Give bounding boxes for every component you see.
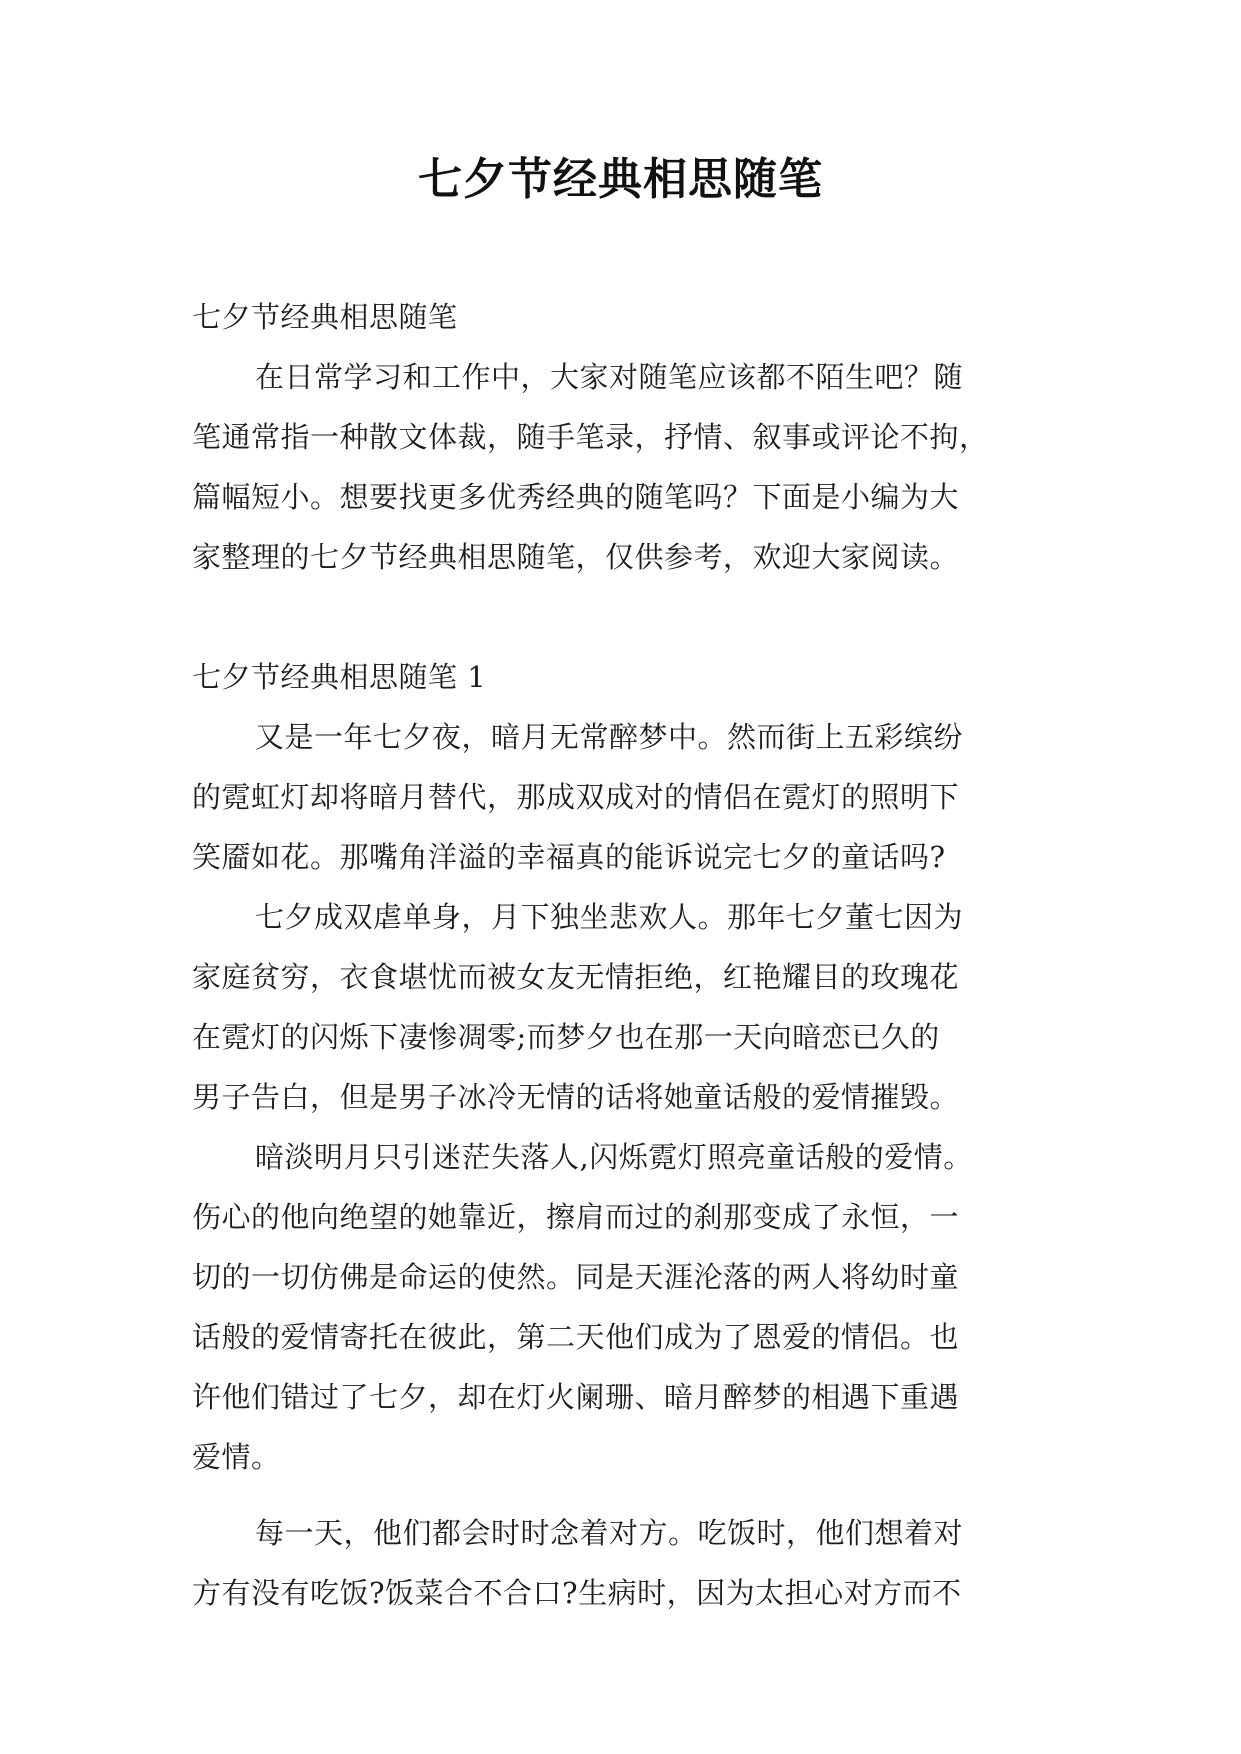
paragraph-2 [192, 887, 1056, 1127]
intro-paragraph [192, 347, 1056, 587]
paragraph-3 [192, 1127, 1056, 1487]
paragraph-line: 笔通常指一种散文体裁，随手笔录，抒情、叙事或评论不拘， [192, 420, 989, 454]
paragraph-line: 的霓虹灯却将暗月替代，那成双成对的情侣在霓灯的照明下 [192, 780, 960, 814]
paragraph-line: 在日常学习和工作中，大家对随笔应该都不陌生吧？随 [255, 360, 964, 394]
paragraph-line: 在霓灯的闪烁下凄惨凋零;而梦夕也在那一天向暗恋已久的 [192, 1020, 940, 1054]
paragraph-line: 话般的爱情寄托在彼此，第二天他们成为了恩爱的情侣。也 [192, 1320, 960, 1354]
paragraph-line: 篇幅短小。想要找更多优秀经典的随笔吗？下面是小编为大 [192, 480, 960, 514]
section-heading: 七夕节经典相思随笔 1 [192, 660, 487, 694]
paragraph-line: 笑靥如花。那嘴角洋溢的幸福真的能诉说完七夕的童话吗? [192, 840, 946, 874]
paragraph-4 [192, 1503, 1056, 1623]
paragraph-spacer [192, 1487, 1056, 1503]
section-spacer [192, 587, 1056, 647]
paragraph-line: 男子告白，但是男子冰冷无情的话将她童话般的爱情摧毁。 [192, 1080, 960, 1114]
paragraph-line: 切的一切仿佛是命运的使然。同是天涯沦落的两人将幼时童 [192, 1260, 960, 1294]
paragraph-1 [192, 707, 1056, 887]
paragraph-line: 爱情。 [192, 1440, 281, 1474]
intro-heading: 七夕节经典相思随笔 [192, 300, 458, 334]
paragraph-line: 又是一年七夕夜，暗月无常醉梦中。然而街上五彩缤纷 [255, 720, 964, 754]
paragraph-line: 家庭贫穷，衣食堪忧而被女友无情拒绝，红艳耀目的玫瑰花 [192, 960, 960, 994]
paragraph-line: 伤心的他向绝望的她靠近，擦肩而过的刹那变成了永恒，一 [192, 1200, 960, 1234]
paragraph-line: 每一天，他们都会时时念着对方。吃饭时，他们想着对 [255, 1516, 964, 1550]
paragraph-line: 许他们错过了七夕，却在灯火阑珊、暗月醉梦的相遇下重遇 [192, 1380, 960, 1414]
document-title: 七夕节经典相思随笔 [418, 154, 823, 205]
paragraph-line: 暗淡明月只引迷茫失落人,闪烁霓灯照亮童话般的爱情。 [255, 1140, 973, 1174]
paragraph-line: 方有没有吃饭?饭菜合不合口?生病时，因为太担心对方而不 [192, 1576, 962, 1610]
paragraph-line: 家整理的七夕节经典相思随笔，仅供参考，欢迎大家阅读。 [192, 540, 960, 574]
document-body [192, 287, 1056, 1623]
paragraph-line: 七夕成双虐单身，月下独坐悲欢人。那年七夕董七因为 [255, 900, 964, 934]
